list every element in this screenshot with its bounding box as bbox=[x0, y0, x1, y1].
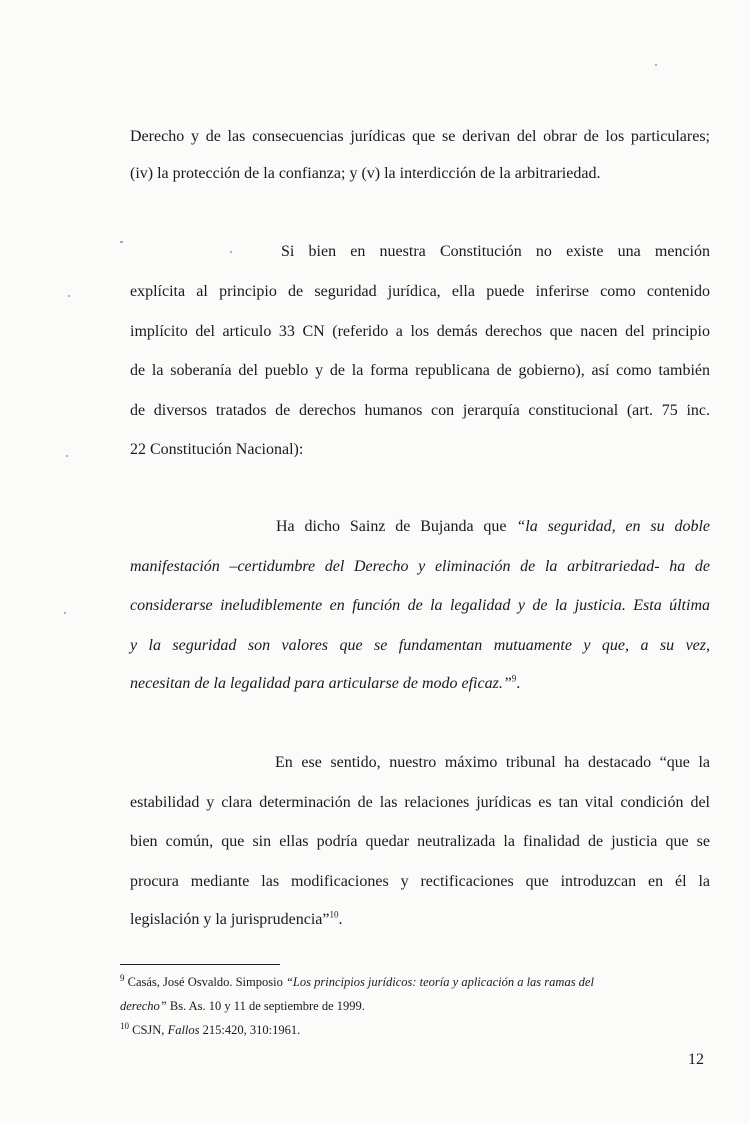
footnote-10 bbox=[120, 1022, 700, 1038]
footnote-9-rest: Bs. As. 10 y 11 de septiembre de 1999. bbox=[169, 999, 365, 1013]
footnote-ref-9: 9 bbox=[511, 673, 517, 684]
paragraph-4-line-5 bbox=[130, 910, 710, 930]
footnote-9-line-2 bbox=[120, 998, 700, 1014]
footnote-9-number: 9 bbox=[120, 972, 125, 983]
footnote-separator bbox=[120, 964, 280, 965]
scan-speck bbox=[230, 251, 232, 253]
footnote-10-number: 10 bbox=[120, 1020, 129, 1031]
footnote-9-author: Casás, José Osvaldo. Simposio bbox=[127, 975, 283, 989]
footnote-10-fallos: Fallos bbox=[167, 1023, 200, 1037]
paragraph-2-line-3: implícito del articulo 33 CN (referido a los demás derechos que nacen del principio bbox=[130, 323, 710, 340]
footnote-9-line-1 bbox=[120, 974, 700, 990]
paragraph-2-line-5: de diversos tratados de derechos humanos con jerarquía constitucional (art. 75 inc. bbox=[130, 402, 710, 419]
scan-speck bbox=[120, 241, 123, 243]
paragraph-2-line-1: Si bien en nuestra Constitución no existe una mención bbox=[281, 243, 710, 260]
scan-speck bbox=[66, 455, 68, 457]
quote-end: necesitan de la legalidad para articularse de modo eficaz.” bbox=[130, 675, 512, 692]
paragraph-2-line-4: de la soberanía del pueblo y de la forma republicana de gobierno), así como también bbox=[130, 362, 710, 379]
paragraph-3-line-4: y la seguridad son valores que se fundamentan mutuamente y que, a su vez, bbox=[130, 637, 710, 654]
scan-speck bbox=[64, 612, 66, 614]
quote-intro: Ha dicho Sainz de Bujanda que bbox=[276, 518, 507, 535]
scan-speck bbox=[655, 64, 657, 66]
page-number: 12 bbox=[688, 1051, 704, 1068]
paragraph-1-line-1: Derecho y de las consecuencias jurídicas que se derivan del obrar de los particulares; bbox=[130, 128, 710, 145]
paragraph-3-line-1 bbox=[276, 517, 710, 537]
footnote-10-text-a: CSJN, bbox=[132, 1023, 165, 1037]
paragraph-4-line-1: En ese sentido, nuestro máximo tribunal ha destacado “que la bbox=[275, 754, 710, 771]
footnote-ref-10: 10 bbox=[329, 909, 339, 920]
paragraph-4-period: . bbox=[338, 911, 343, 928]
paragraph-3-line-5 bbox=[130, 674, 710, 694]
footnote-9-title: “Los principios jurídicos: teoría y aplicación a las ramas del bbox=[285, 975, 594, 989]
paragraph-2-line-2: explícita al principio de seguridad jurídica, ella puede inferirse como contenido bbox=[130, 283, 710, 300]
paragraph-4-line-3: bien común, que sin ellas podría quedar neutralizada la finalidad de justicia que se bbox=[130, 833, 710, 850]
paragraph-4-text: legislación y la jurisprudencia” bbox=[130, 911, 330, 928]
footnote-10-text-b: 215:420, 310:1961. bbox=[202, 1023, 301, 1037]
paragraph-2-line-6: 22 Constitución Nacional): bbox=[130, 441, 304, 458]
quote-start: “la seguridad, en su doble bbox=[516, 518, 711, 535]
paragraph-4-line-2: estabilidad y clara determinación de las relaciones jurídicas es tan vital condición del bbox=[130, 794, 710, 811]
scan-speck bbox=[68, 295, 70, 297]
paragraph-3-line-2: manifestación –certidumbre del Derecho y eliminación de la arbitrariedad- ha de bbox=[130, 558, 710, 575]
paragraph-4-line-4: procura mediante las modificaciones y rectificaciones que introduzcan en él la bbox=[130, 873, 710, 890]
quote-end-period: . bbox=[516, 675, 521, 692]
paragraph-3-line-3: considerarse ineludiblemente en función de la legalidad y de la justicia. Esta última bbox=[130, 597, 710, 614]
footnote-9-title-cont: derecho” bbox=[120, 999, 167, 1013]
paragraph-1-line-2: (iv) la protección de la confianza; y (v) la interdicción de la arbitrariedad. bbox=[130, 165, 601, 182]
